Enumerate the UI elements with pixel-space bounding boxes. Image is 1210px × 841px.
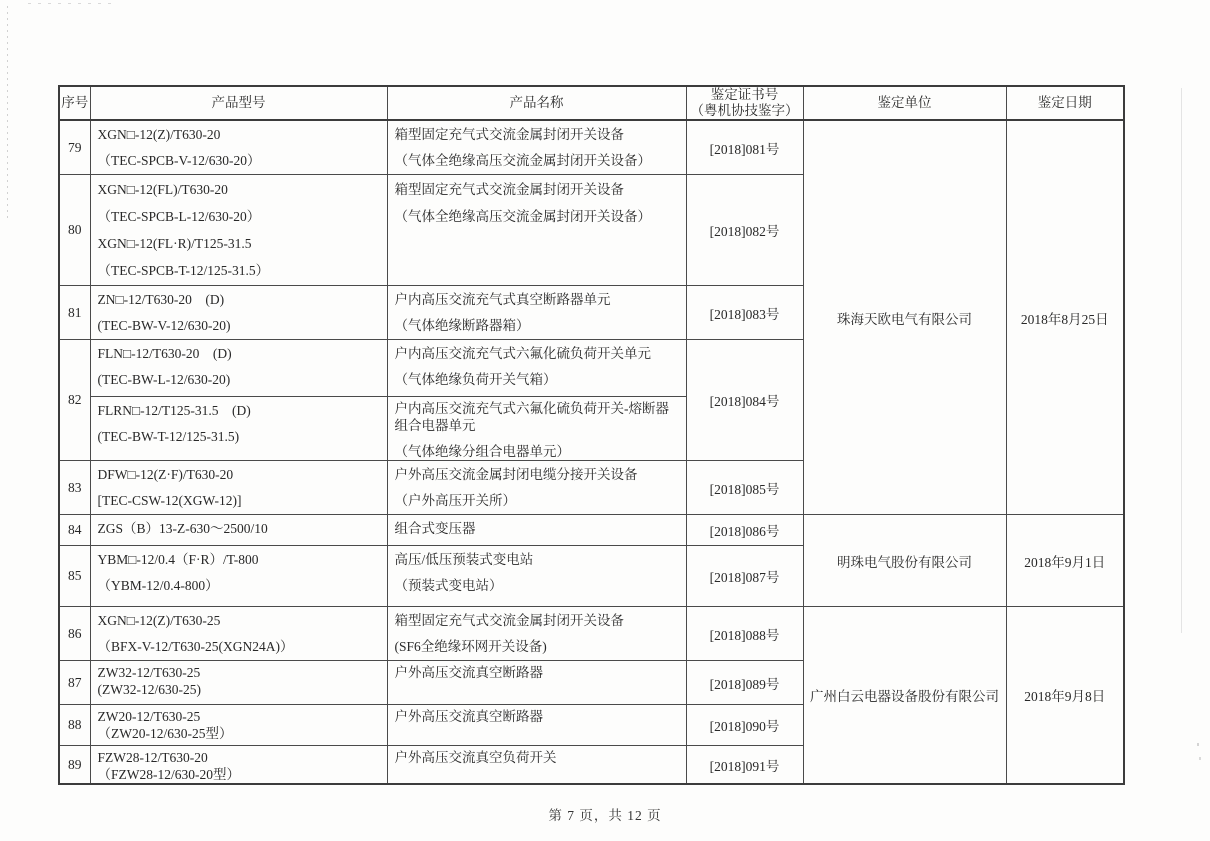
col-header-seq: 序号 — [59, 86, 90, 120]
name-cell — [387, 515, 686, 546]
seq-cell: 79 — [59, 120, 90, 175]
model-cell — [90, 661, 387, 705]
name-line: （气体绝缘分组合电器单元） — [394, 444, 570, 459]
cert-number-cell: [2018]084号 — [686, 340, 803, 461]
name-cell — [387, 746, 686, 785]
model-cell — [90, 340, 387, 397]
model-line: FLRN□-12/T125-31.5 (D) — [97, 403, 251, 418]
name-line: 户内高压交流充气式六氟化硫负荷开关-熔断器组合电器单元 — [394, 401, 669, 433]
model-line: (TEC-BW-V-12/630-20) — [97, 318, 231, 333]
scan-artifact-speck — [1197, 743, 1199, 746]
scan-artifact-top-specks — [28, 3, 112, 4]
model-line: (TEC-BW-T-12/125-31.5) — [97, 429, 240, 444]
model-cell — [90, 746, 387, 785]
col-header-cert — [686, 86, 803, 120]
model-line: （ZW20-12/630-25型） — [97, 726, 233, 741]
name-line: 户外高压交流真空断路器 — [394, 665, 543, 680]
model-cell — [90, 607, 387, 661]
seq-cell: 81 — [59, 286, 90, 340]
cert-number-cell: [2018]081号 — [686, 120, 803, 175]
certification-table — [58, 85, 1125, 785]
col-header-date: 鉴定日期 — [1006, 86, 1124, 120]
name-line: 户内高压交流充气式真空断路器单元 — [394, 292, 611, 307]
cert-number-cell: [2018]083号 — [686, 286, 803, 340]
cert-number-cell: [2018]091号 — [686, 746, 803, 785]
cert-number-cell: [2018]089号 — [686, 661, 803, 705]
name-cell — [387, 461, 686, 515]
model-line: （TEC-SPCB-T-12/125-31.5） — [97, 263, 270, 278]
scan-artifact-right-line — [1181, 88, 1182, 633]
model-cell — [90, 120, 387, 175]
name-line: 户外高压交流真空断路器 — [394, 709, 543, 724]
cert-number-cell: [2018]090号 — [686, 705, 803, 746]
model-line: ZGS（B）13-Z-630～2500/10 — [97, 521, 268, 536]
seq-cell: 84 — [59, 515, 90, 546]
model-line: （BFX-V-12/T630-25(XGN24A)） — [97, 639, 294, 654]
name-cell — [387, 397, 686, 461]
cert-number-cell: [2018]087号 — [686, 546, 803, 607]
model-line: FZW28-12/T630-20 — [97, 750, 208, 765]
scan-artifact-left-dots — [7, 6, 8, 218]
name-line: 箱型固定充气式交流金属封闭开关设备 — [394, 613, 624, 628]
model-cell — [90, 397, 387, 461]
model-line: （YBM-12/0.4-800） — [97, 578, 219, 593]
model-cell — [90, 546, 387, 607]
table-row-86 — [59, 607, 1124, 661]
col-header-model: 产品型号 — [90, 86, 387, 120]
date-cell: 2018年9月1日 — [1006, 515, 1124, 607]
name-cell — [387, 661, 686, 705]
name-line: 高压/低压预装式变电站 — [394, 552, 534, 567]
name-line: （预装式变电站） — [394, 578, 503, 593]
name-line: （气体全绝缘高压交流金属封闭开关设备） — [394, 209, 651, 224]
model-line: （TEC-SPCB-V-12/630-20） — [97, 153, 261, 168]
name-line: （气体绝缘负荷开关气箱） — [394, 372, 557, 387]
name-line: 户内高压交流充气式六氟化硫负荷开关单元 — [394, 346, 651, 361]
col-header-name: 产品名称 — [387, 86, 686, 120]
model-line: FLN□-12/T630-20 (D) — [97, 346, 232, 361]
seq-cell: 87 — [59, 661, 90, 705]
seq-cell: 88 — [59, 705, 90, 746]
model-line: ZW32-12/T630-25 — [97, 665, 201, 680]
page-footer: 第 7 页，共 12 页 — [548, 808, 662, 823]
name-cell — [387, 175, 686, 286]
model-line: XGN□-12(FL)/T630-20 — [97, 182, 228, 197]
model-line: DFW□-12(Z·F)/T630-20 — [97, 467, 234, 482]
col-header-unit: 鉴定单位 — [803, 86, 1006, 120]
cert-number-cell: [2018]086号 — [686, 515, 803, 546]
name-cell — [387, 705, 686, 746]
name-cell — [387, 546, 686, 607]
model-line: YBM□-12/0.4（F·R）/T-800 — [97, 552, 259, 567]
scan-artifact-speck — [1199, 757, 1201, 760]
model-cell — [90, 515, 387, 546]
seq-cell: 86 — [59, 607, 90, 661]
model-line: XGN□-12(Z)/T630-20 — [97, 127, 221, 142]
date-cell: 2018年9月8日 — [1006, 607, 1124, 785]
model-cell — [90, 461, 387, 515]
model-cell — [90, 175, 387, 286]
seq-cell: 80 — [59, 175, 90, 286]
seq-cell: 89 — [59, 746, 90, 785]
model-line: (TEC-BW-L-12/630-20) — [97, 372, 231, 387]
cert-number-cell: [2018]088号 — [686, 607, 803, 661]
model-cell — [90, 286, 387, 340]
table-row-79 — [59, 120, 1124, 175]
cert-number-cell: [2018]085号 — [686, 461, 803, 515]
model-line: ZN□-12/T630-20 (D) — [97, 292, 225, 307]
header-row — [59, 86, 1124, 120]
seq-cell: 82 — [59, 340, 90, 461]
name-cell — [387, 286, 686, 340]
model-cell — [90, 705, 387, 746]
date-cell: 2018年8月25日 — [1006, 120, 1124, 515]
name-line: 户外高压交流真空负荷开关 — [394, 750, 557, 765]
name-line: 箱型固定充气式交流金属封闭开关设备 — [394, 127, 624, 142]
model-line: （FZW28-12/630-20型） — [97, 767, 240, 782]
name-cell — [387, 340, 686, 397]
name-line: （气体全绝缘高压交流金属封闭开关设备） — [394, 153, 651, 168]
col-header-cert-line2: （粤机协技鉴字） — [690, 103, 799, 118]
assessor-cell: 珠海天欧电气有限公司 — [803, 120, 1006, 515]
model-line: ZW20-12/T630-25 — [97, 709, 201, 724]
name-cell — [387, 120, 686, 175]
model-line: （TEC-SPCB-L-12/630-20） — [97, 209, 261, 224]
model-line: XGN□-12(Z)/T630-25 — [97, 613, 221, 628]
table-row-84 — [59, 515, 1124, 546]
assessor-cell: 明珠电气股份有限公司 — [803, 515, 1006, 607]
name-line: 户外高压交流金属封闭电缆分接开关设备 — [394, 467, 638, 482]
model-line: XGN□-12(FL·R)/T125-31.5 — [97, 236, 252, 251]
col-header-cert-line1: 鉴定证书号 — [710, 87, 779, 102]
name-line: 组合式变压器 — [394, 521, 476, 536]
name-cell — [387, 607, 686, 661]
cert-number-cell: [2018]082号 — [686, 175, 803, 286]
assessor-cell: 广州白云电器设备股份有限公司 — [803, 607, 1006, 785]
name-line: (SF6全绝缘环网开关设备) — [394, 639, 547, 654]
model-line: (ZW32-12/630-25) — [97, 682, 201, 697]
name-line: 箱型固定充气式交流金属封闭开关设备 — [394, 182, 624, 197]
seq-cell: 85 — [59, 546, 90, 607]
name-line: （气体绝缘断路器箱） — [394, 318, 530, 333]
name-line: （户外高压开关所） — [394, 493, 516, 508]
seq-cell: 83 — [59, 461, 90, 515]
model-line: [TEC-CSW-12(XGW-12)] — [97, 493, 242, 508]
